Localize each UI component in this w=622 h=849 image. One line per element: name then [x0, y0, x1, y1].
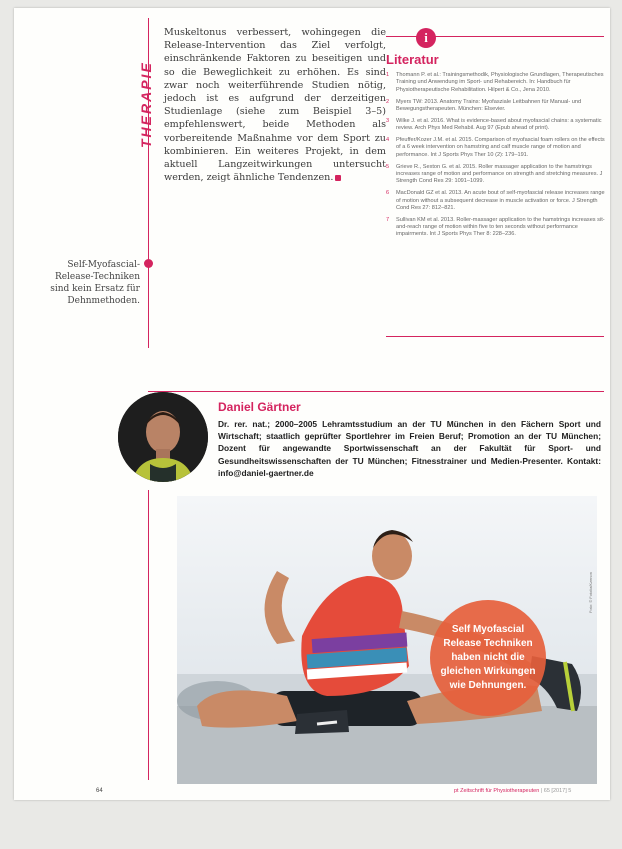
literature-item: 5 Grieve R., Sexton G. et al. 2015. Roller massager application to the hamstrings increases range of motion and performance on strength and stretching measures. J Strength Cond Res 29: 1091–1099. — [386, 163, 603, 185]
section-label: THERAPIE — [138, 61, 154, 148]
literature-bottom-rule — [386, 336, 604, 337]
info-icon: i — [416, 28, 436, 48]
margin-note: Self-Myofascial-Release-Techniken sind kein Ersatz für Dehnmethoden. — [50, 260, 140, 306]
literature-list — [386, 72, 606, 243]
literature-title: Literatur — [386, 52, 439, 67]
author-bio: Dr. rer. nat.; 2000–2005 Lehramtsstudium an der TU München in den Fächern Sport und Wirtschaft; staatlich geprüfter Sportlehrer im Freien Beruf; Promotion an der TU München; Dozent für angewandte Sportwissenschaft an der Fakultät für Sport- und Gesundheitswissenschaften der TU München; Fitnesstrainer und Medien-Presenter. Kontakt: info@daniel-gaertner.de — [218, 419, 601, 478]
footer-magazine: pt Zeitschrift für Physiotherapeuten | 65 [2017] 5 — [454, 788, 572, 794]
author-portrait — [118, 392, 208, 482]
end-mark-icon — [335, 175, 341, 181]
page-number: 64 — [96, 788, 103, 794]
author-name: Daniel Gärtner — [218, 400, 301, 414]
literature-item: 1 Thomann P. et al.: Trainingsmethodik, Physiologische Grundlagen, Therapeutisches Training und Anwendung im Sport- und Rehabereich. In: Handbuch für Physiotherapeutische Rehabilitation. Hilpert & Co., Jena 2010. — [386, 72, 604, 93]
body-paragraph: Muskeltonus verbessert, wohingegen die Release-Intervention das Ziel verfolgt, einschränkende Faktoren zu beseitigen und so die Beweglichkeit zu erhöhen. Es sind zwar noch weiterführende Studien nötig, jedoch ist es aufgrund der derzeitigen Studienlage (siehe zum Beispiel 3–5) empfehlenswert, beide Methoden als vorbereitende Maßnahme vor dem Sport zu kombinieren. Ein weiteres Projekt, in dem aktuell Langzeitwirkungen untersucht werden, zeigt ähnliche Tendenzen. — [164, 27, 386, 184]
literature-item: 2 Myers TW: 2013. Anatomy Trains: Myofasziale Leitbahnen für Manual- und Bewegungstherapeuten. München: Elsevier. — [386, 98, 582, 112]
literature-item: 3 Wilke J. et al. 2016. What is evidence-based about myofascial chains: a systematic review. Arch Phys Med Rehabil. Aug 97 (Epub ahead of print). — [386, 117, 602, 132]
magazine-page — [14, 8, 610, 800]
callout-bubble: Self Myofascial Release Techniken haben nicht die gleichen Wirkungen wie Dehnungen. — [430, 600, 546, 716]
literature-item: 4 Pfeuffer/Kozer J.M. et al. 2015. Comparison of myofascial foam rollers on the effects of a 6 week intervention on hamstring and calf muscle range of motion and performance. Int J Sports Phys Ther 10 (2): 179–191. — [386, 137, 605, 158]
sidebar-divider-lower — [148, 490, 149, 780]
margin-marker-icon — [144, 259, 153, 268]
literature-item: 6 MacDonald GZ et al. 2013. An acute bout of self-myofascial release increases range of motion without a subsequent decrease in muscle activation or force. J Strength Cond Res 27: 812–821. — [386, 190, 605, 211]
literature-item: 7 Sullivan KM et al. 2013. Roller-massager application to the hamstrings increases sit-and-reach range of motion within five to ten seconds without performance impairments. Int J Sports Phys Ther 8: 228–236. — [386, 216, 605, 238]
photo-credit: Foto: © Fotolia/Kzenon — [588, 572, 593, 613]
author-divider — [148, 391, 604, 392]
